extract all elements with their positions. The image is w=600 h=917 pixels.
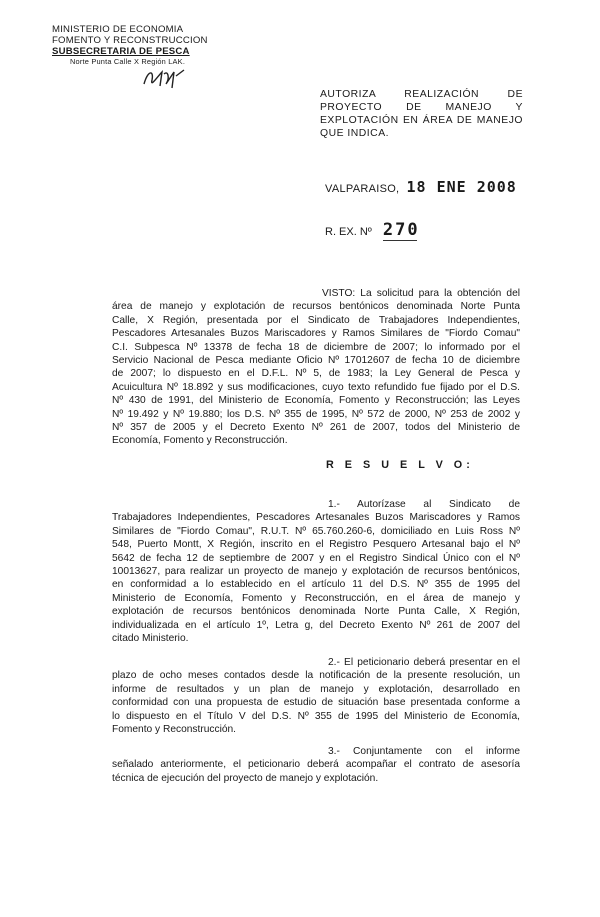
paragraph-line: Nº 357 de 2005 y el Decreto Exento Nº 261 de 2007, todos del Ministerio de [112, 422, 520, 434]
paragraph-line: 1.- Autorízase al Sindicato de [328, 499, 520, 510]
resolution-number-value: 270 [382, 220, 420, 240]
paragraph-line: señalado anteriormente, el peticionario deberá acompañar el contrato de asesoría [112, 759, 520, 771]
undersecretariat-name: SUBSECRETARIA DE PESCA [52, 46, 190, 57]
paragraph-line: Fomento y Reconstrucción. [112, 724, 237, 736]
paragraph-line: plazo de ocho meses contados desde la notificación de la presente resolución, un [112, 670, 520, 682]
paragraph-line: citado Ministerio. [112, 633, 189, 645]
paragraph-line: Acuicultura Nº 18.892 y sus modificaciones, cuyo texto refundido fue fijado por el D.S. [112, 381, 520, 393]
paragraph-line: Economía, Fomento y Reconstrucción. [112, 435, 288, 447]
paragraph-line: Nº 430 de 1991, del Ministerio de Economía, Fomento y Reconstrucción; las Leyes [112, 395, 520, 407]
paragraph-line: Similares de "Fiordo Comau", R.U.T. Nº 65.760.260-6, domiciliado en Luis Ross Nº [112, 525, 520, 537]
paragraph-line: 2.- El peticionario deberá presentar en el [328, 657, 520, 668]
subject-line: PROYECTO DE MANEJO Y [320, 102, 523, 113]
paragraph-line: C.I. Subpesca Nº 13378 de fecha 18 de diciembre de 2007; lo informado por el [112, 341, 520, 353]
paragraph-line: técnica de ejecución del proyecto de manejo y explotación. [112, 772, 379, 784]
article-3 [112, 745, 520, 785]
ministry-name-cont: FOMENTO Y RECONSTRUCCION [52, 35, 208, 46]
paragraph-line: lo dispuesto en el Título V del D.S. Nº 355 de 1995 del Ministerio de Economía, [112, 710, 520, 722]
paragraph-line: Pescadores Artesanales Buzos Mariscadores y Ramos Similares de "Fiordo Comau" [112, 328, 520, 340]
resolution-subject [320, 88, 523, 140]
resuelvo-heading: R E S U E L V O: [326, 459, 474, 471]
paragraph-line: 3.- Conjuntamente con el informe [328, 746, 520, 757]
paragraph-line: de 2007; lo dispuesto en el D.F.L. Nº 5, de 1983; la Ley General de Pesca y [112, 368, 520, 380]
subject-line: EXPLOTACIÓN EN ÁREA DE MANEJO [320, 115, 523, 126]
subject-line: AUTORIZA REALIZACIÓN DE [320, 89, 523, 100]
paragraph-line: Servicio Nacional de Pesca mediante Oficio Nº 17012607 de fecha 10 de diciembre [112, 355, 520, 367]
paragraph-line: conformidad con una propuesta de estudio de situación base presentada conforme a [112, 697, 520, 709]
paragraph-line: Calle, X Región, presentada por el Sindicato de Trabajadores Independientes, [112, 314, 520, 326]
paragraph-line: en conformidad a lo establecido en el artículo 11 del D.S. Nº 355 de 1995 del [112, 579, 520, 591]
paragraph-line: Trabajadores Independientes, Pescadores Artesanales Buzos Mariscadores y Ramos [112, 512, 520, 524]
paragraph-line: Nº 19.492 y Nº 19.880; los D.S. Nº 355 de 1995, Nº 572 de 2000, Nº 253 de 2002 y [112, 408, 520, 420]
paragraph-line: individualizada en el artículo 1º, Letra g, del Decreto Exento Nº 261 de 2007 del [112, 619, 520, 631]
paragraph-line: VISTO: La solicitud para la obtención del [322, 288, 520, 299]
paragraph-line: 548, Puerto Montt, X Región, inscrito en el Registro Pesquero Artesanal bajo el Nº [112, 539, 520, 551]
article-1 [112, 498, 520, 645]
city: VALPARAISO, [325, 183, 400, 195]
date-stamp: 18 ENE 2008 [406, 178, 517, 196]
resolution-label: R. EX. Nº [325, 226, 372, 238]
place-and-date [325, 178, 517, 196]
paragraph-line: 5642 de fecha 12 de septiembre de 2007 y en el Registro Sindical Único con el Nº [112, 552, 520, 564]
file-reference: Norte Punta Calle X Región LAK. [70, 57, 186, 66]
subject-line: QUE INDICA. [320, 128, 390, 139]
resolution-number [325, 220, 420, 241]
paragraph-line: área de manejo y explotación de recursos bentónicos denominada Norte Punta [112, 301, 520, 313]
paragraph-line: informe de resultados y un plan de manejo y explotación, desarrollado en [112, 683, 520, 695]
handwritten-initials [140, 66, 190, 92]
paragraph-line: Ministerio de Economía, Fomento y Reconstrucción, en el área de manejo y [112, 592, 520, 604]
paragraph-line: 10013627, para realizar un proyecto de manejo y explotación de recursos bentónicos, [112, 566, 520, 578]
letterhead [52, 24, 222, 67]
visto-paragraph [112, 287, 520, 448]
ministry-name: MINISTERIO DE ECONOMIA [52, 24, 184, 35]
article-2 [112, 656, 520, 736]
paragraph-line: explotación de recursos bentónicos denominada Norte Punta Calle, X Región, [112, 606, 520, 618]
